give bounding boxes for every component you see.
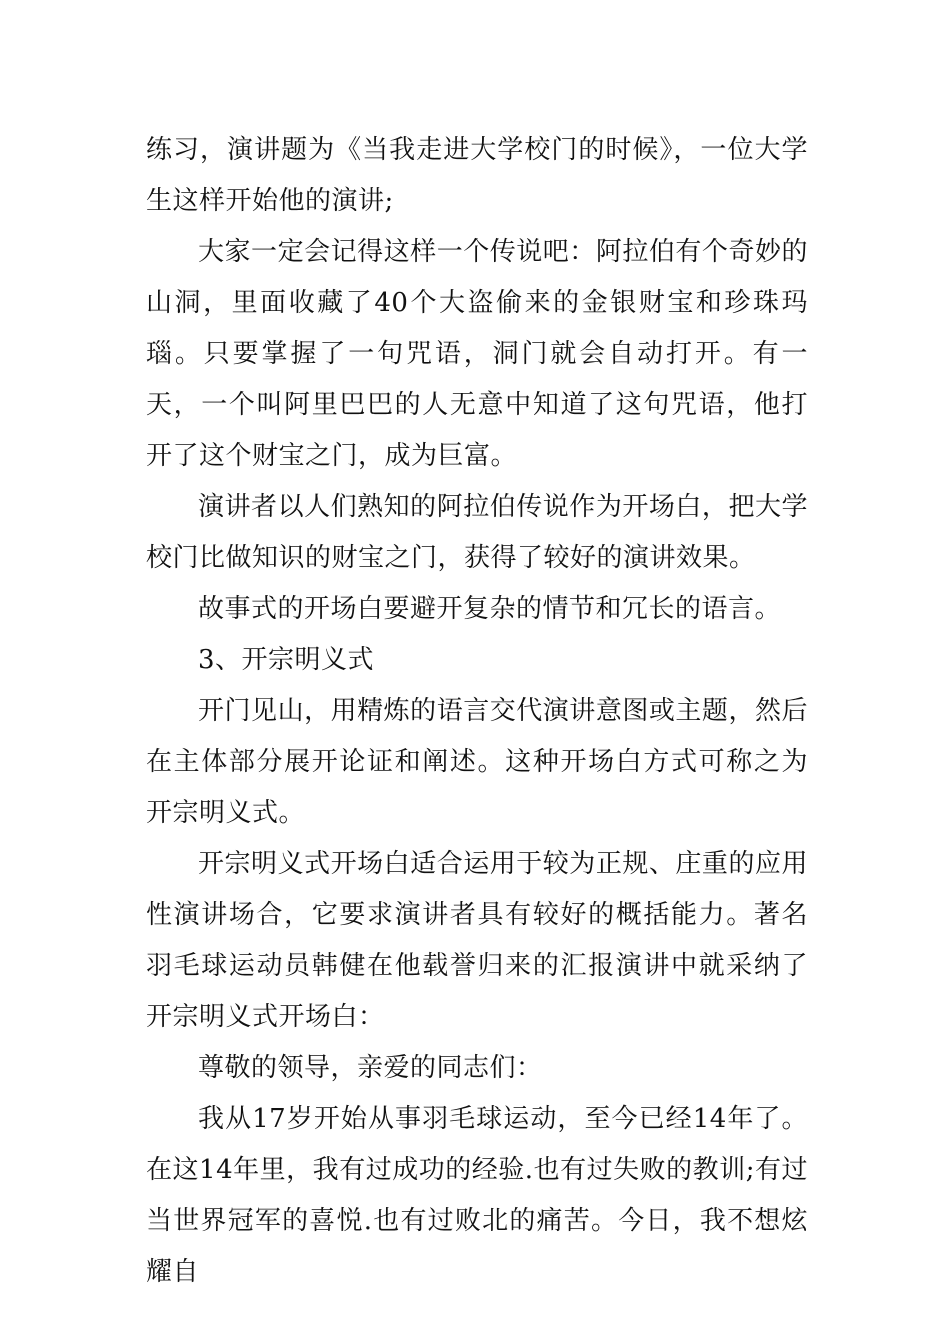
paragraph-speech-excerpt: 我从17岁开始从事羽毛球运动，至今已经14年了。在这14年里，我有过成功的经验.也有过失败的教训;有过当世界冠军的喜悦.也有过败北的痛苦。今日，我不想炫耀自 [146, 1104, 808, 1287]
section-heading: 3、开宗明义式 [198, 645, 375, 675]
paragraph-continuation: 练习，演讲题为《当我走进大学校门的时候》，一位大学生这样开始他的演讲; [146, 135, 808, 216]
document-body [146, 125, 808, 1298]
paragraph-commentary: 演讲者以人们熟知的阿拉伯传说作为开场白，把大学校门比做知识的财宝之门，获得了较好的演讲效果。 [146, 492, 808, 573]
paragraph-story-tip: 故事式的开场白要避开复杂的情节和冗长的语言。 [198, 594, 782, 624]
paragraph-salutation: 尊敬的领导，亲爱的同志们： [198, 1053, 543, 1083]
paragraph-legend-quote: 大家一定会记得这样一个传说吧：阿拉伯有个奇妙的山洞，里面收藏了40个大盗偷来的金银财宝和珍珠玛瑙。只要掌握了一句咒语，洞门就会自动打开。有一天，一个叫阿里巴巴的人无意中知道了这句咒语，他打开了这个财宝之门，成为巨富。 [146, 237, 808, 471]
paragraph-definition: 开门见山，用精炼的语言交代演讲意图或主题，然后在主体部分展开论证和阐述。这种开场白方式可称之为开宗明义式。 [146, 696, 808, 828]
paragraph-application: 开宗明义式开场白适合运用于较为正规、庄重的应用性演讲场合，它要求演讲者具有较好的概括能力。著名羽毛球运动员韩健在他载誉归来的汇报演讲中就采纳了开宗明义式开场白： [146, 849, 808, 1032]
